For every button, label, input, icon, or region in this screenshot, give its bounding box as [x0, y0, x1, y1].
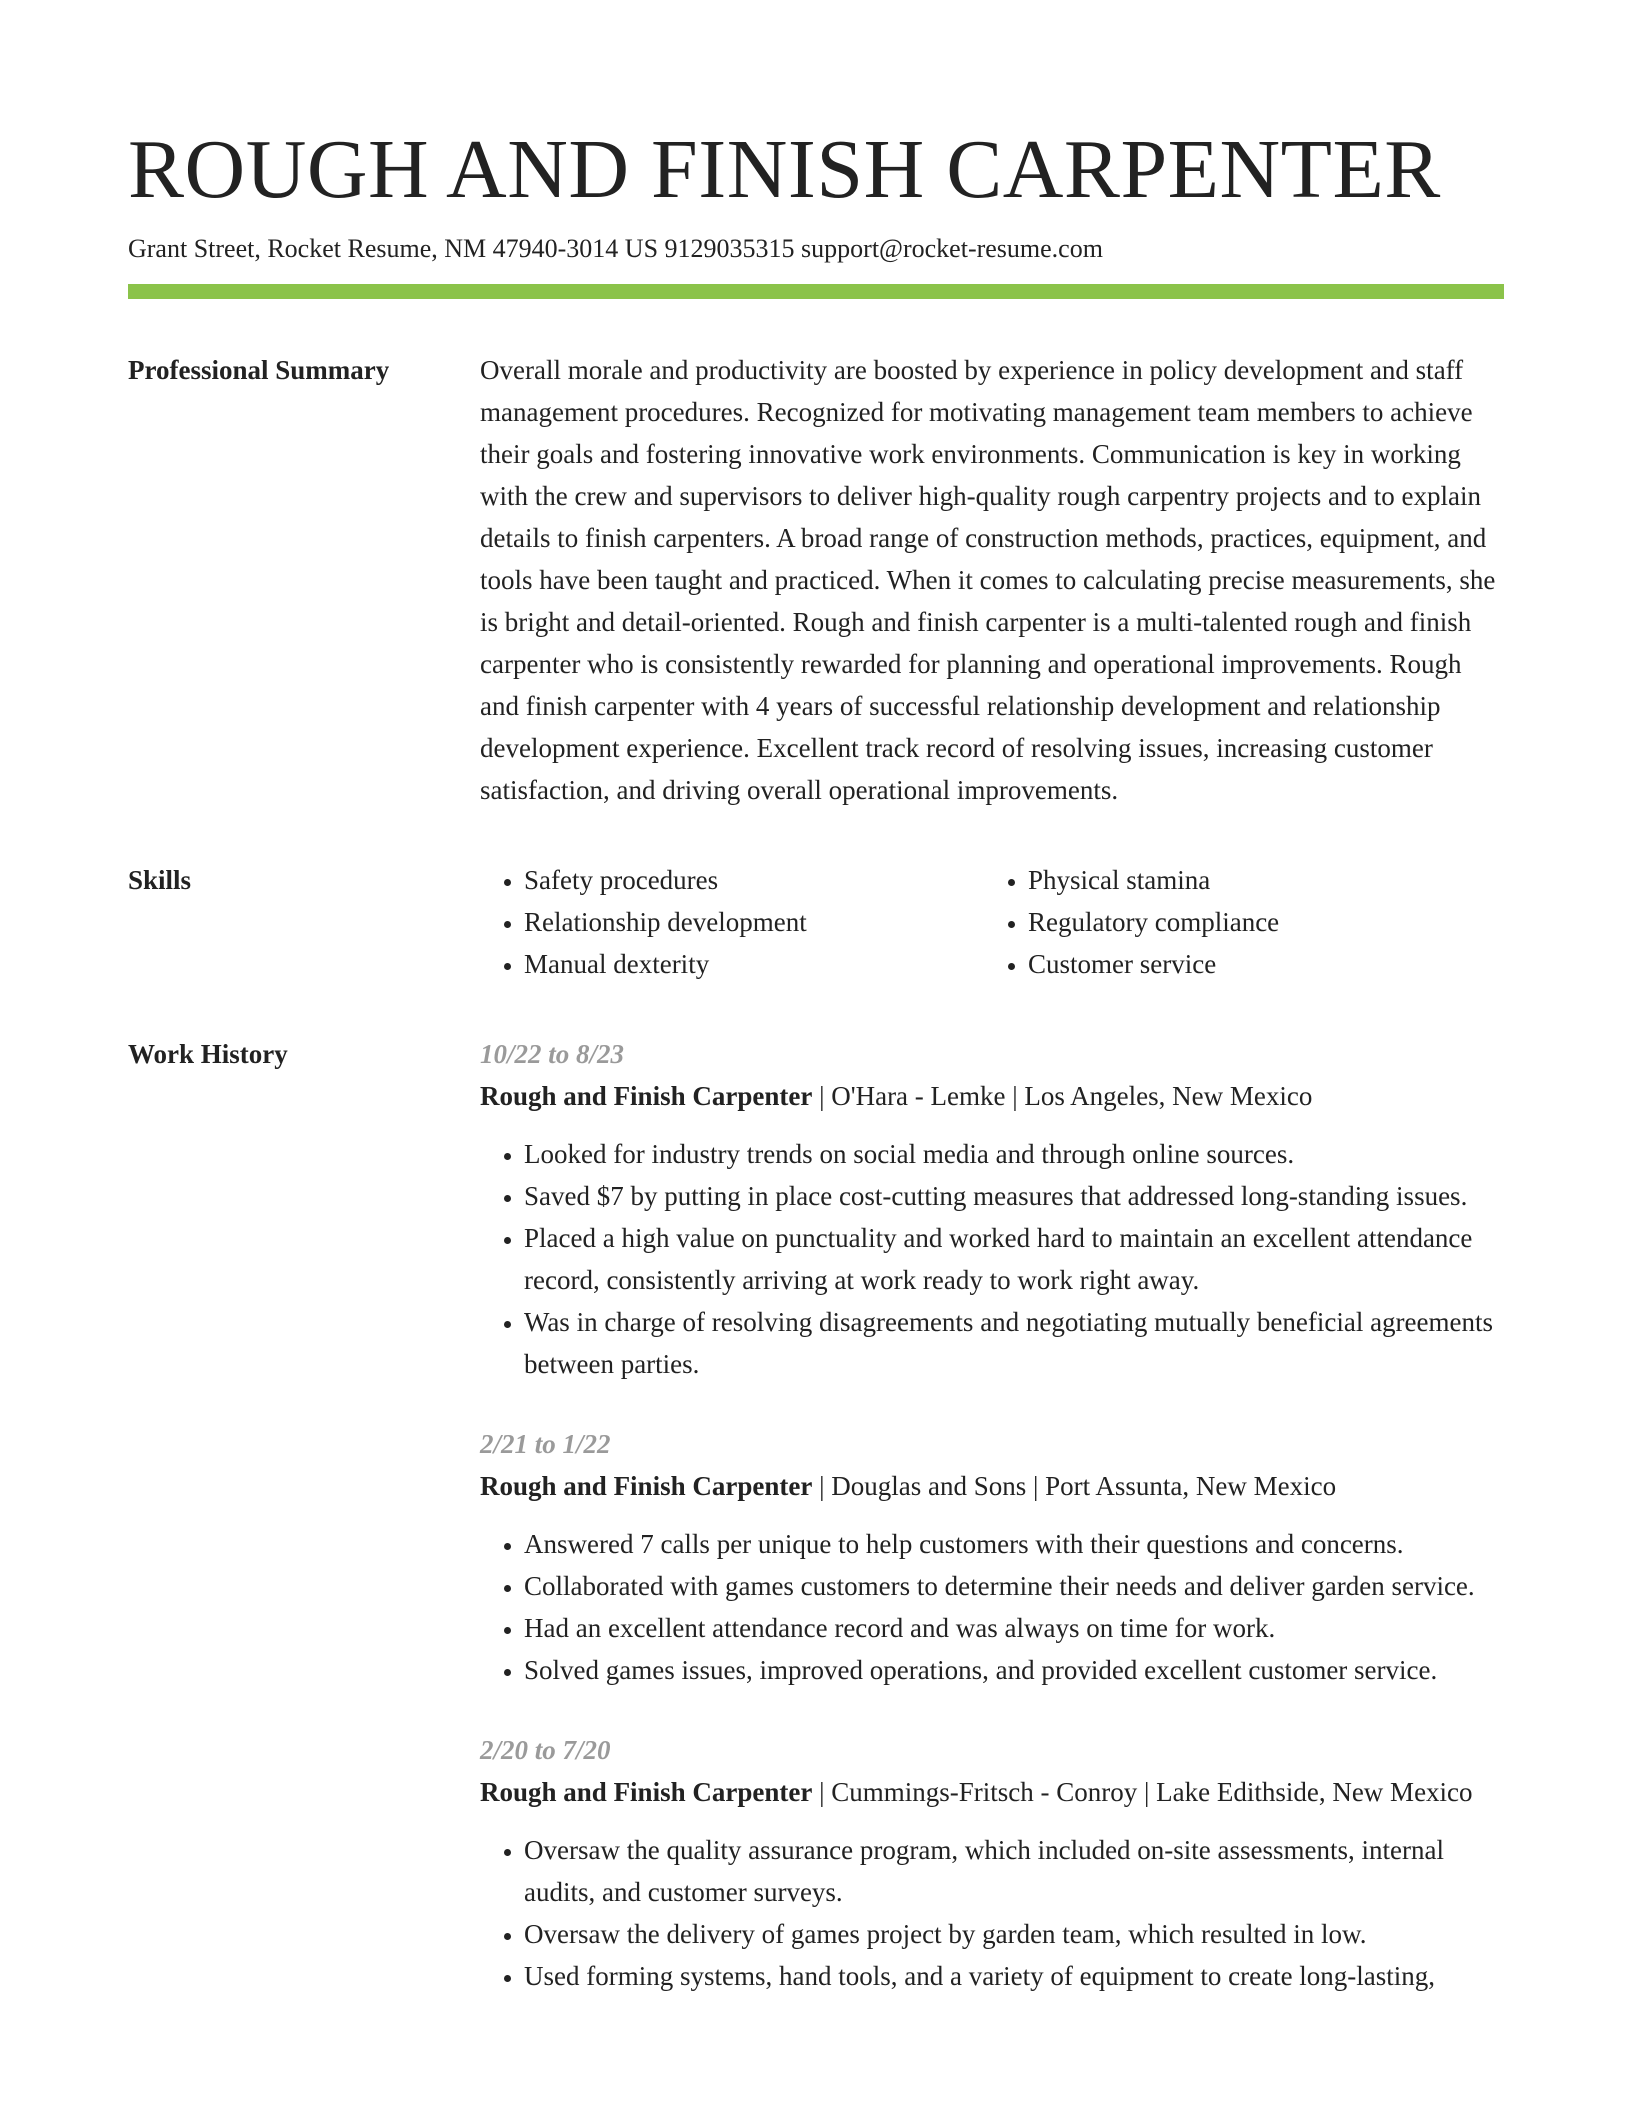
job-heading: [480, 1771, 1504, 1813]
job-bullet: • Collaborated with games customers to determine their needs and deliver garden service.: [524, 1565, 1504, 1607]
job-bullet: • Was in charge of resolving disagreements and negotiating mutually beneficial agreements between parties.: [524, 1301, 1504, 1385]
job-bullet: • Solved games issues, improved operations, and provided excellent customer service.: [524, 1649, 1504, 1691]
skill-item: • Customer service: [1028, 943, 1488, 985]
job-bullet: • Looked for industry trends on social media and through online sources.: [524, 1133, 1504, 1175]
skill-item: • Manual dexterity: [524, 943, 984, 985]
job-employer: | Douglas and Sons | Port Assunta, New Mexico: [812, 1471, 1337, 1501]
resume-name: ROUGH AND FINISH CARPENTER: [128, 123, 1441, 216]
job-entry: [480, 1423, 1504, 1691]
job-bullets: [480, 1829, 1504, 1997]
skills-list-left: [480, 859, 984, 985]
contact-line: Grant Street, Rocket Resume, NM 47940-3014 US 9129035315 support@rocket-resume.com: [128, 234, 1103, 263]
job-heading: [480, 1465, 1504, 1507]
job-entry: [480, 1729, 1504, 1997]
job-bullet: • Oversaw the quality assurance program, which included on-site assessments, internal audits, and customer surveys.: [524, 1829, 1504, 1913]
summary-heading: Professional Summary: [128, 355, 390, 385]
summary-section: [128, 349, 1504, 811]
skill-item: • Safety procedures: [524, 859, 984, 901]
job-title: Rough and Finish Carpenter: [480, 1471, 813, 1501]
skills-heading: Skills: [128, 865, 192, 895]
job-title: Rough and Finish Carpenter: [480, 1777, 813, 1807]
job-bullet: • Oversaw the delivery of games project by garden team, which resulted in low.: [524, 1913, 1504, 1955]
work-history-section: [128, 1033, 1504, 2035]
skill-item: • Physical stamina: [1028, 859, 1488, 901]
job-heading: [480, 1075, 1504, 1117]
job-employer: | Cummings-Fritsch - Conroy | Lake Edithside, New Mexico: [812, 1777, 1473, 1807]
skills-list-right: [984, 859, 1488, 985]
job-bullet: • Placed a high value on punctuality and worked hard to maintain an excellent attendance record, consistently arriving at work ready to work right away.: [524, 1217, 1504, 1301]
job-title: Rough and Finish Carpenter: [480, 1081, 813, 1111]
job-bullet: • Answered 7 calls per unique to help customers with their questions and concerns.: [524, 1523, 1504, 1565]
job-employer: | O'Hara - Lemke | Los Angeles, New Mexico: [812, 1081, 1313, 1111]
job-entry: [480, 1033, 1504, 1385]
job-bullet: • Used forming systems, hand tools, and a variety of equipment to create long-lasting,: [524, 1955, 1504, 1997]
work-history-heading: Work History: [128, 1039, 288, 1069]
skill-item: • Regulatory compliance: [1028, 901, 1488, 943]
resume-page: [128, 0, 1504, 2035]
job-bullet: • Had an excellent attendance record and was always on time for work.: [524, 1607, 1504, 1649]
job-dates: 2/20 to 7/20: [480, 1735, 611, 1765]
accent-divider: [128, 284, 1504, 299]
summary-text: Overall morale and productivity are boosted by experience in policy development and staff management procedures. Recognized for motivating management team members to achieve their goals and fostering innovative work environments. Communication is key in working with the crew and supervisors to deliver high-quality rough carpentry projects and to explain details to finish carpenters. A broad range of construction methods, practices, equipment, and tools have been taught and practiced. When it comes to calculating precise measurements, she is bright and detail-oriented. Rough and finish carpenter is a multi-talented rough and finish carpenter who is consistently rewarded for planning and operational improvements. Rough and finish carpenter with 4 years of successful relationship development and relationship development experience. Excellent track record of resolving issues, increasing customer satisfaction, and driving overall operational improvements.: [480, 355, 1496, 805]
job-bullets: [480, 1523, 1504, 1691]
skill-item: • Relationship development: [524, 901, 984, 943]
job-dates: 10/22 to 8/23: [480, 1039, 625, 1069]
skills-section: [128, 859, 1504, 985]
job-bullets: [480, 1133, 1504, 1385]
job-dates: 2/21 to 1/22: [480, 1429, 611, 1459]
job-bullet: • Saved $7 by putting in place cost-cutting measures that addressed long-standing issues.: [524, 1175, 1504, 1217]
